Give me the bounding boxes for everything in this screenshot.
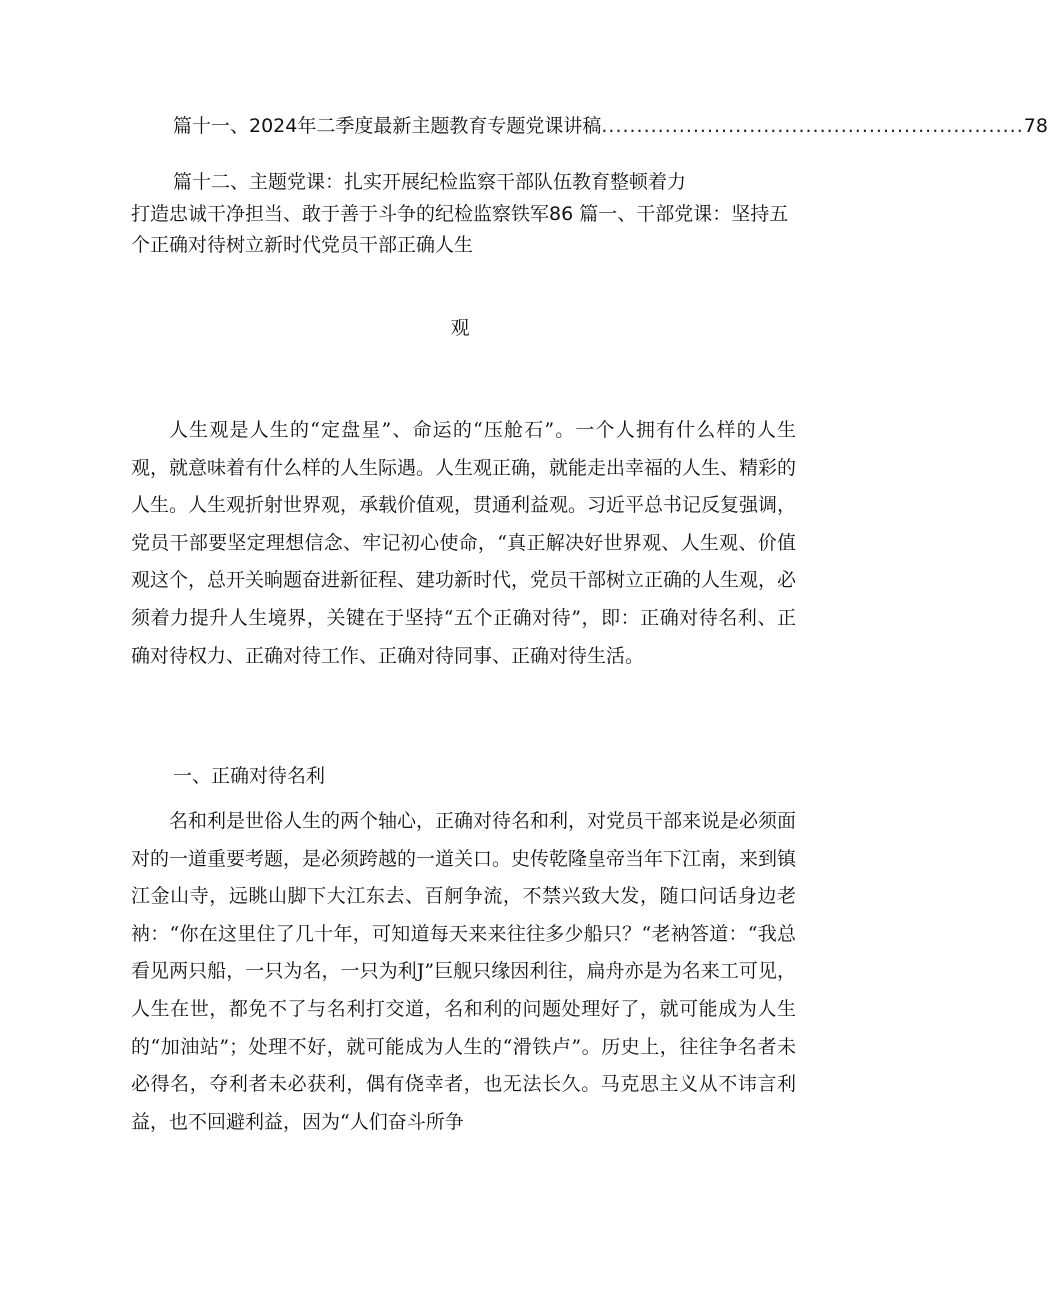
toc-entry-11-leader: ............................................................ <box>601 115 1024 137</box>
subsection-paragraph: 名和利是世俗人生的两个轴心，正确对待名和利，对党员干部来说是必须面对的一道重要考题，是必须跨越的一道关口。史传乾隆皇帝当年下江南，来到镇江金山寺，远眺山脚下大江东去、百舸争流，不禁兴致大发，随口问话身边老衲：“你在这里住了几十年，可知道每天来来往往多少船只？“老衲答道：“我总看见两只船，一只为名，一只为利J”巨舰只缘因利往，扁舟亦是为名来工可见，人生在世，都免不了与名利打交道，名和利的问题处理好了，就可能成为人生的“加油站”；处理不好，就可能成为人生的“滑铁卢”。历史上，往往争名者未必得名，夺利者未必获利，偶有侥幸者，也无法长久。马克思主义从不讳言利益，也不回避利益，因为“人们奋斗所争 <box>131 810 797 1133</box>
section-heading <box>131 199 796 261</box>
toc-entry-11-page: 78 <box>1023 115 1048 137</box>
toc-entry-11[interactable] <box>173 113 1048 139</box>
toc-entry-11-label: 篇十一、2024年二季度最新主题教育专题党课讲稿 <box>173 115 602 137</box>
subsection-title: 一、正确对待名利 <box>173 765 326 787</box>
intro-paragraph: 人生观是人生的“定盘星”、命运的“压舱石”。一个人拥有什么样的人生观，就意味着有什么样的人生际遇。人生观正确，就能走出幸福的人生、精彩的人生。人生观折射世界观，承载价值观，贯通利益观。习近平总书记反复强调，党员干部要坚定理想信念、牢记初心使命，“真正解决好世界观、人生观、价值观这个，总开关晌题奋进新征程、建功新时代，党员干部树立正确的人生观，必须着力提升人生境界，关键在于坚持“五个正确对待”，即：正确对待名利、正确对待权力、正确对待工作、正确对待同事、正确对待生活。 <box>131 419 797 667</box>
section-heading-tail-text: 观 <box>450 317 470 339</box>
toc-entry-12-label: 篇十二、主题党课：扎实开展纪检监察干部队伍教育整顿着力 <box>173 171 687 193</box>
section-heading-text: 打造忠诚干净担当、敢于善于斗争的纪检监察铁军86 篇一、干部党课：坚持五个正确对待树立新时代党员干部正确人生 <box>131 203 789 256</box>
section-heading-tail <box>0 315 920 341</box>
toc-entry-12[interactable] <box>173 169 686 195</box>
